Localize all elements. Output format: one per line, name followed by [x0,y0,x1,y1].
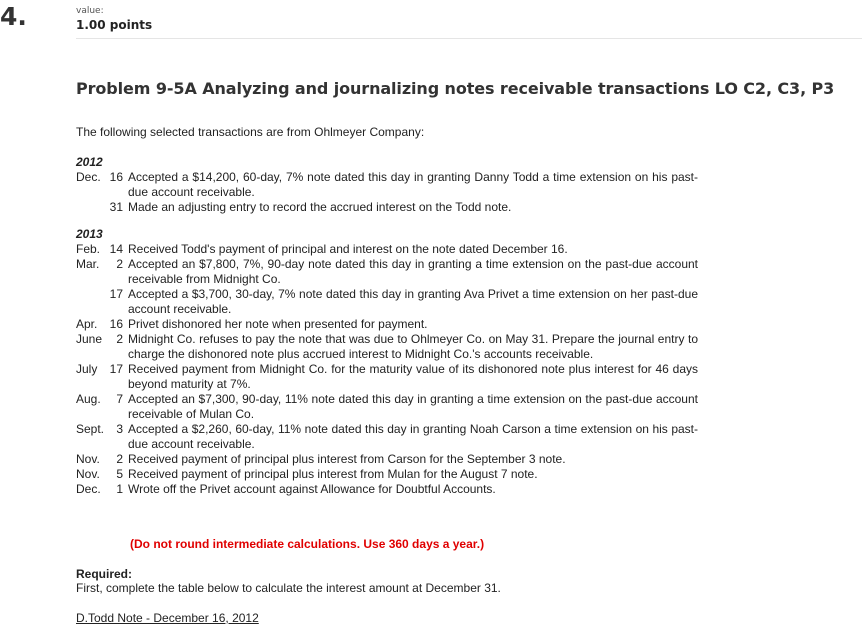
transaction-month: Nov. [76,452,100,466]
year-2013-rows [76,242,698,497]
transaction-day: 5 [116,467,123,481]
year-2012-label: 2012 [76,155,103,169]
problem-title: Problem 9-5A Analyzing and journalizing notes receivable transactions LO C2, C3, P3 [76,79,835,98]
required-text: First, complete the table below to calculate the interest amount at December 31. [76,581,501,595]
transaction-day: 17 [109,287,123,301]
spacer [76,215,698,227]
transaction-day: 3 [116,422,123,436]
transaction-month: Nov. [76,467,100,481]
transaction-row [76,287,698,317]
transaction-row [76,482,698,497]
transaction-day: 17 [109,362,123,376]
transaction-row [76,242,698,257]
transaction-description: Received payment of principal plus interest from Carson for the September 3 note. [128,452,566,466]
transaction-row [76,170,698,200]
header-divider [76,38,862,39]
transaction-description: Midnight Co. refuses to pay the note that was due to Ohlmeyer Co. on May 31. Prepare the journal entry to charge the dishonored note plus accrued interest to Midnight Co.'s accounts receivable. [128,332,698,361]
transaction-day: 7 [116,392,123,406]
transaction-month: Mar. [76,257,100,271]
transaction-month: Feb. [76,242,101,256]
transaction-month: Dec. [76,482,101,496]
transaction-description: Accepted a $3,700, 30-day, 7% note dated this day in granting Ava Privet a time extension on her past-due account receivable. [128,287,698,316]
transaction-month: Aug. [76,392,101,406]
transaction-description: Received payment from Midnight Co. for the maturity value of its dishonored note plus interest for 46 days beyond maturity at 7%. [128,362,698,391]
required-label: Required: [76,567,133,581]
transaction-day: 2 [116,257,123,271]
transaction-month: Dec. [76,170,101,184]
transaction-row [76,422,698,452]
transaction-month: June [76,332,103,346]
transaction-row [76,332,698,362]
transaction-day: 16 [109,317,123,331]
transaction-description: Accepted a $2,260, 60-day, 11% note dated this day in granting Noah Carson a time extension on his past-due account receivable. [128,422,698,451]
transaction-month: Apr. [76,317,98,331]
transaction-description: Privet dishonored her note when presented for payment. [128,317,428,331]
transaction-description: Wrote off the Privet account against Allowance for Doubtful Accounts. [128,482,496,496]
todd-note-link[interactable]: D.Todd Note - December 16, 2012 [76,611,259,625]
transaction-month [76,200,105,215]
transaction-month: July [76,362,98,376]
transaction-description: Received payment of principal plus interest from Mulan for the August 7 note. [128,467,538,481]
question-number: 4. [0,2,27,31]
transaction-day: 2 [116,332,123,346]
transaction-description: Received Todd's payment of principal and interest on the note dated December 16. [128,242,568,256]
transaction-row [76,452,698,467]
transaction-month [76,287,105,317]
value-label: value: [76,6,104,16]
intro-text: The following selected transactions are from Ohlmeyer Company: [76,125,425,139]
transaction-description: Accepted a $14,200, 60-day, 7% note dated this day in granting Danny Todd a time extension on his past-due account receivable. [128,170,698,199]
transaction-description: Made an adjusting entry to record the accrued interest on the Todd note. [128,200,512,214]
transaction-day: 14 [109,242,123,256]
transactions-list [76,155,698,497]
transaction-row [76,362,698,392]
value-block [76,6,152,33]
transaction-description: Accepted an $7,800, 7%, 90-day note dated this day in granting a time extension on the past-due account receivable from Midnight Co. [128,257,698,286]
transaction-row [76,200,698,215]
year-2013-label: 2013 [76,227,103,241]
year-2012-rows [76,170,698,215]
points-value: 1.00 points [76,18,153,32]
transaction-day: 16 [109,170,123,184]
transaction-day: 2 [116,452,123,466]
transaction-day: 31 [109,200,123,214]
transaction-month: Sept. [76,422,105,436]
transaction-row [76,467,698,482]
instruction-note: (Do not round intermediate calculations. Use 360 days a year.) [130,537,485,551]
transaction-row [76,317,698,332]
transaction-day: 1 [116,482,123,496]
transaction-description: Accepted an $7,300, 90-day, 11% note dated this day in granting a time extension on the past-due account receivable of Mulan Co. [128,392,698,421]
transaction-row [76,257,698,287]
transaction-row [76,392,698,422]
